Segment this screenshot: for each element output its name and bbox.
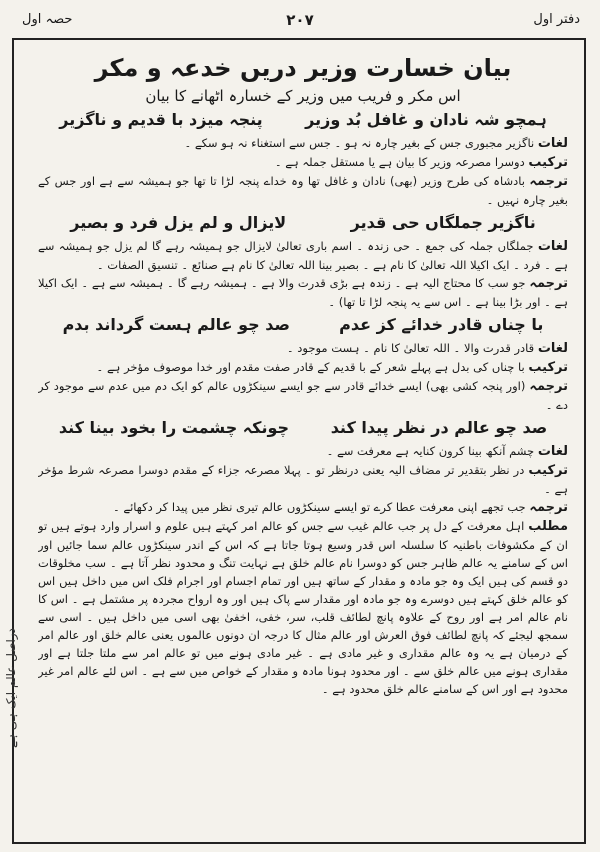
section-subtitle: اس مکر و فریب میں وزیر کے خسارہ اٹھانے کا بیان <box>145 87 461 105</box>
paragraph-text: (اور پنجہ کشی بھی) ایسے خدائے قادر سے جو ایسے سینکڑوں عالم کو ایک دم میں عدم سے موجود کر دے ۔ <box>38 379 568 412</box>
paragraph-text: جب تجھے اپنی معرفت عطا کرے تو ایسے سینکڑوں عالم تیری نظر میں پیدا کر دکھائے ۔ <box>112 500 530 514</box>
page-number: ۲۰۷ <box>286 11 314 29</box>
commentary-paragraph <box>38 134 568 153</box>
verse-hemistich: صد چو عالم ہست گرداند بدم <box>62 315 290 334</box>
verse-hemistich: صد چو عالم در نظر پیدا کند <box>330 418 548 437</box>
commentary-paragraph <box>38 358 568 377</box>
paragraph-text: ناگزیر مجبوری جس کے بغیر چارہ نہ ہو ۔ جس سے استغناء نہ ہو سکے ۔ <box>184 136 538 150</box>
verse-line <box>38 211 568 235</box>
paragraph-label: لغات <box>537 444 568 459</box>
commentary-paragraph <box>38 517 568 698</box>
commentary-paragraph <box>38 461 568 498</box>
paragraph-label: ترکیب <box>528 463 568 478</box>
verse-hemistich: ناگزیر جملگاں حی قدیر <box>350 213 536 232</box>
commentary-paragraph <box>38 442 568 461</box>
verse-hemistich: لایزال و لم یزل فرد و بصیر <box>70 213 287 232</box>
paragraph-label: ترجمہ <box>529 276 568 291</box>
verse-line <box>38 313 568 337</box>
page-header <box>18 8 582 32</box>
paragraph-label: ترجمہ <box>529 174 568 189</box>
paragraph-text: جملگاں جملہ کی جمع ۔ حی زندہ ۔ اسم باری تعالیٰ لایزال جو ہمیشہ رہے گا لم یزل جو ہمیشہ سے ہے ۔ فرد ۔ ایک اکیلا اللہ تعالیٰ کا نام ہے ۔ بصیر بینا اللہ تعالیٰ کا نام ہے صنائع ۔ تنسیق الصفات ۔ <box>38 239 568 272</box>
commentary-paragraph <box>38 237 568 274</box>
paragraph-label: لغات <box>537 136 568 151</box>
verse-hemistich: پنجہ میزد با قدیم و ناگزیر <box>59 110 263 129</box>
verse-line <box>38 416 568 440</box>
page-content <box>38 44 568 842</box>
commentary-paragraph <box>38 172 568 209</box>
section-title: بیان خسارت وزیر دریں خدعہ و مکر <box>94 54 512 82</box>
text-blocks <box>38 108 568 698</box>
commentary-paragraph <box>38 153 568 172</box>
margin-note: دراصل عالم ایک ہی ہے <box>4 628 18 748</box>
paragraph-text: بادشاہ کی طرح وزیر (بھی) نادان و غافل تھا وہ خداے پنجہ لڑا تا تھا جو ہمیشہ سے ہے اور جس کے بغیر چارہ نہیں ۔ <box>38 174 568 207</box>
paragraph-label: ترجمہ <box>529 379 568 394</box>
commentary-paragraph <box>38 498 568 517</box>
commentary-paragraph <box>38 377 568 414</box>
paragraph-text: اہل معرفت کے دل پر جب عالم غیب سے جس کو عالم امر کہتے ہیں علوم و اسرار وارد ہوتے ہیں تو ان کے مکشوفات باطنیہ کا سلسلہ اس قدر وسیع ہوتا جاتا ہے کہ اس کے اندر سینکڑوں عالم سما جائیں اور اس کے سامنے یہ عالم ظاہر جس کو دوسرا نام عالم خلق ہے نہایت تنگ و محدود نظر آتا ہے ۔ سب مخلوقات دو قسم کی ہیں ایک وہ جو مادہ و مقدار کے ساتھ ہیں اور تمام اجسام اور اجرام فلک اس میں داخل ہیں اس کو عالم خلق کہتے ہیں دوسرے وہ جو مادہ اور مقدار سے پاک ہیں اور وہ ارواح مجردہ پر مشتمل ہے ۔ اس کا نام عالم امر ہے اور روح کے علاوہ پانچ لطائف قلب، سر، خفی، اخفیٰ بھی اسی میں داخل ہیں ۔ اسی سے سمجھ لیجئے کہ پانچ لطائف فوق العرش اور عالم مثال کا درجہ ان دونوں عالموں یعنی عالم خلق اور عالم امر کے درمیان ہے یہ وہ عالم مقداری و غیر مادی ہے ۔ غیر مادی ہونے میں تو عالم امر سے ملتا جلتا ہے اور مقداری ہونے میں عالم خلق سے ۔ اور محدود ہونا مادہ و مقدار کے خواص میں سے ہے ۔ اس لئے عالم امر غیر محدود ہے اور اس کے سامنے عالم خلق محدود ہے ۔ <box>38 519 568 696</box>
paragraph-text: جو سب کا محتاج الیہ ہے ۔ زندہ ہے بڑی قدرت والا ہے ۔ ہمیشہ رہے گا ۔ ہمیشہ سے ہے ۔ ایک اکیلا ہے ۔ اور بڑا بینا ہے ۔ اس سے یہ پنجہ لڑا تا تھا) ۔ <box>38 276 568 309</box>
commentary-paragraph <box>38 339 568 358</box>
verse-hemistich: با چناں قادر خدائے کز عدم <box>339 315 544 334</box>
verse-hemistich: ہمچو شہ نادان و غافل بُد وزیر <box>305 110 547 129</box>
paragraph-text: قادر قدرت والا ۔ اللہ تعالیٰ کا نام ۔ ہست موجود ۔ <box>286 341 538 355</box>
paragraph-label: مطلب <box>528 519 568 534</box>
header-part: حصہ اول <box>22 12 73 27</box>
paragraph-label: ترجمہ <box>529 500 568 515</box>
commentary-paragraph <box>38 274 568 311</box>
paragraph-label: لغات <box>537 341 568 356</box>
paragraph-label: ترکیب <box>528 360 568 375</box>
paragraph-label: ترکیب <box>528 155 568 170</box>
paragraph-text: دوسرا مصرعہ وزیر کا بیان ہے یا مستقل جملہ ہے ۔ <box>274 155 529 169</box>
paragraph-label: لغات <box>537 239 568 254</box>
paragraph-text: چشم آنکھ بینا کرون کنایہ ہے معرفت سے ۔ <box>326 444 538 458</box>
paragraph-text: با چناں کی بدل ہے پہلے شعر کے با قدیم کے قادر صفت مقدم اور خدا موصوف مؤخر ہے ۔ <box>96 360 529 374</box>
verse-hemistich: چونکہ چشمت را بخود بینا کند <box>58 418 290 437</box>
paragraph-text: در نظر بتقدیر تر مضاف الیہ یعنی درنظر تو ۔ پہلا مصرعہ جزاء کے مقدم دوسرا مصرعہ شرط مؤخر ہے ۔ <box>38 463 568 496</box>
header-volume: دفتر اول <box>533 12 580 27</box>
verse-line <box>38 108 568 132</box>
